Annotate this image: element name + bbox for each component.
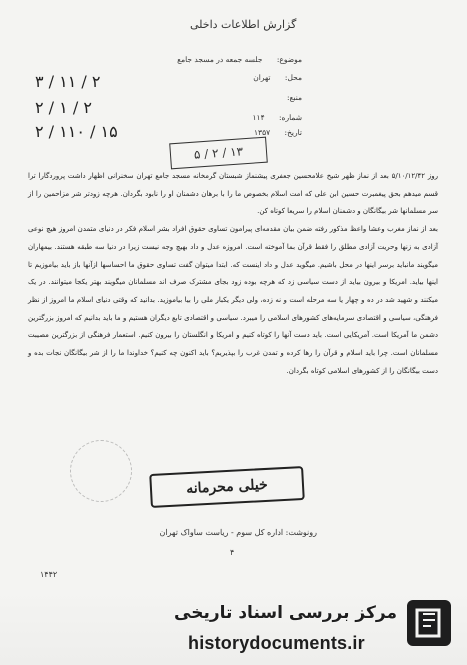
banner-url: historydocuments.ir <box>188 633 365 653</box>
footer-page-number: ۴ <box>230 548 235 557</box>
confidential-stamp: خیلی محرمانه <box>149 466 305 508</box>
header-value: تهران <box>253 73 271 82</box>
header-field-subject <box>177 55 302 64</box>
left-reference-number: ۲ / ۱۱۰ / ۱۵ <box>35 122 118 141</box>
top-stamp: ۵ / ۲ / ۱۳ <box>169 137 268 170</box>
faded-seal <box>70 440 132 502</box>
header-field-place <box>253 73 302 82</box>
header-field-date <box>254 128 302 137</box>
header-field-source <box>275 93 302 102</box>
footer-distribution: رونوشت: اداره کل سوم - ریاست ساواک تهران <box>159 528 317 537</box>
archive-logo-icon <box>405 598 453 648</box>
header-label: تاریخ: <box>284 128 302 137</box>
left-reference-number: ۲ / ۱ / ۲ <box>35 98 92 117</box>
header-value: ۱۳۵۷ <box>254 128 271 137</box>
header-label: شماره: <box>279 113 302 122</box>
header-value: ۱۱۴ <box>252 113 265 122</box>
document-body <box>28 168 438 380</box>
header-label: محل: <box>284 73 302 82</box>
document-title: گزارش اطلاعات داخلی <box>190 18 297 31</box>
left-reference-number: ۳ / ۱۱ / ۲ <box>35 72 101 91</box>
body-paragraph: روز ۵/۱۰/۱۲/۴۲ بعد از نماز ظهر شیخ علامحسین جعفری پیشنماز شبستان گرمخانه مسجد جامع تهران سخنرانی اظهار داشت پروردگارا ترا قسم میدهم بحق پیغمبرت حسین ابن علی که امت اسلام بخصوص ما را با برهان دشمنان او را نابود بگردان. هرچه زودتر شر مزاحمین را از سر مسلمانها شر بیگانگان و دشمنان اسلام را سریعا کوتاه کن. <box>28 172 438 216</box>
header-field-number <box>253 113 302 122</box>
banner-title: مرکز بررسی اسناد تاریخی <box>174 603 397 623</box>
header-label: موضوع: <box>276 55 302 64</box>
footer-stamp-number: ۱۴۴۲ <box>40 570 58 579</box>
header-value: جلسه جمعه در مسجد جامع <box>177 55 263 64</box>
body-paragraph: بعد از نماز مغرب وعشا واعظ مذکور رفته ضمن بیان مقدمه‌ای پیرامون تساوی حقوق افراد بشر اسلام فکر در دنیای متمدن امروز هیچ نوعی آزادی به زنها وحریت آزادی مطلق را فقط قرآن بما آموخته است. امروزه عدل و داد بهیچ وجه نیست زیرا در دنیا سه طبقه هستند. بیمهاران میگویند مانباید برسر اینها در محل باشیم. میگوید عدل و داد اینست که. ابتدا میتوان گفت تساوی حقوق ما احساسها ازآنها باز باید بیاموزیم تا اینها بیاید. امریکا و بیرون بیاید از دست سیاسی زد که هرچه بوده زود بجای مشترک صرف اند مسلمانان میگویند بهتر یکجا میتوانند. در یک میکنند و شهید شد در ده و چهار یا سه مرحله است و نه زده، ولی دیگر یکبار ملی را بیا بیاموزید. بدانید که وقتی دنیای اسلام ما امروز از نظر فرهنگی، سیاسی و اقتصادی سرمایه‌های کشورهای اسلامی را میبرد. سیاسی و اقتصادی تابع دیگران هستیم و ما باید بدانیم که امروز بزرگترین دشمن ما آمریکا است. آمریکایی است. باید دست آنها را کوتاه کنیم و امریکا و انگلستان را بیرون کنیم. استعمار فرهنگی از بزرگترین مصیبت مسلمانان است. چرا باید اسلام و قرآن را رها کرده و تمدن غرب را بپذیریم؟ باید اکنون چه کنیم؟ خداوندا ما را از شر بیگانگان نجات بده و دست بیگانگان را از کشورهای اسلامی کوتاه بگردان. <box>28 225 438 375</box>
header-label: منبع: <box>286 93 302 102</box>
